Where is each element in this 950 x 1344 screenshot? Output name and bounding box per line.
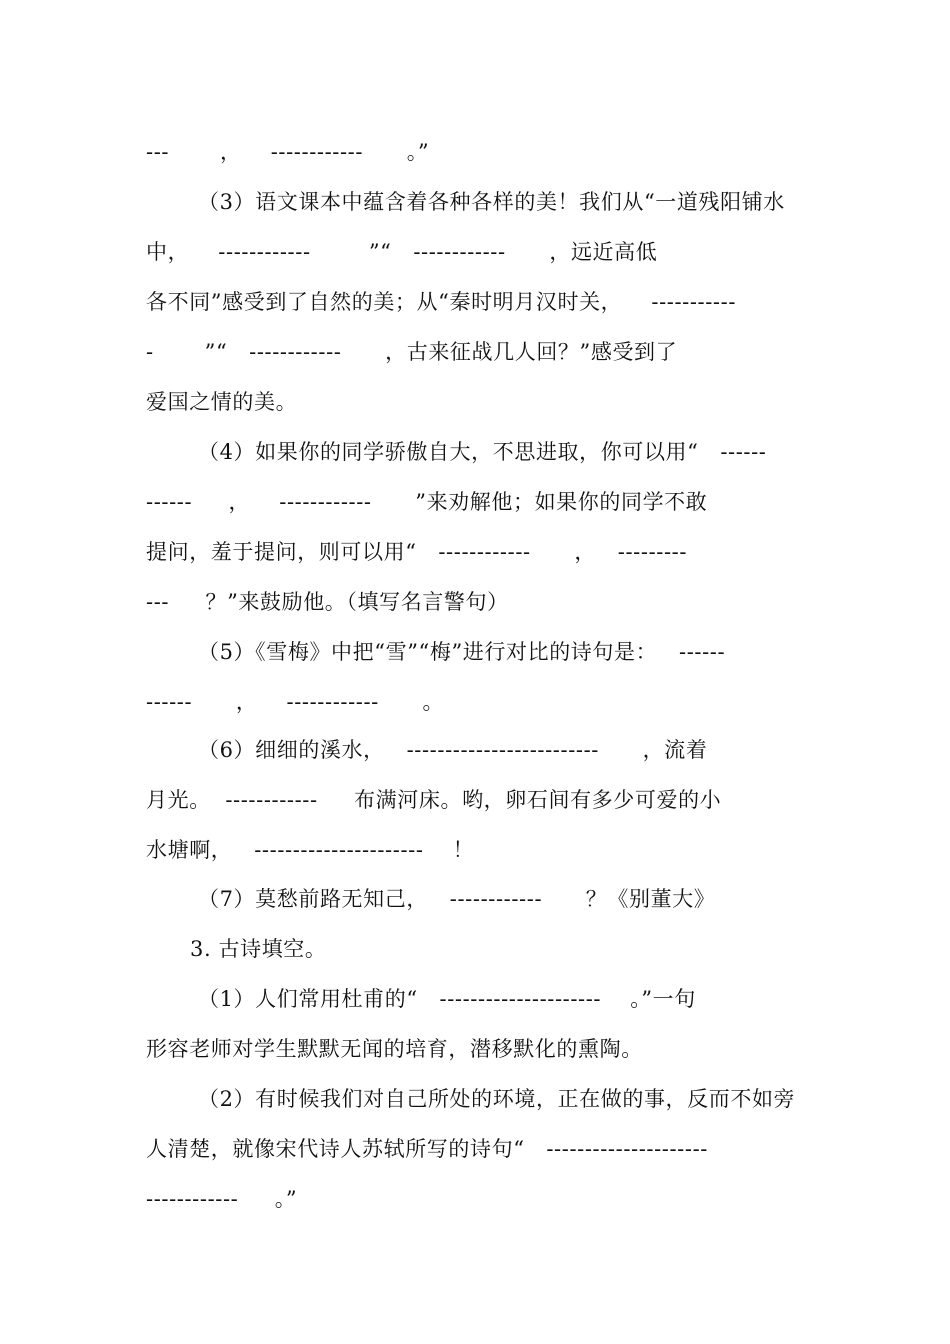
text-line: ------ ， ------------ ”来劝解他；如果你的同学不敢: [146, 490, 708, 514]
text-line: （4）如果你的同学骄傲自大，不思进取，你可以用“ ------: [198, 440, 767, 464]
text-line: 人清楚，就像宋代诗人苏轼所写的诗句“ ---------------------: [146, 1137, 708, 1161]
text-line: --- ， ------------ 。”: [146, 140, 430, 164]
text-line: 提问，羞于提问，则可以用“ ------------ ， ---------: [146, 540, 688, 564]
text-line: ------ ， ------------ 。: [146, 690, 445, 714]
text-line: （6）细细的溪水， ------------------------- ，流着: [198, 738, 708, 762]
section-heading: 3. 古诗填空。: [190, 937, 327, 961]
text-line: - ”“ ------------ ，古来征战几人回？”感受到了: [146, 340, 678, 364]
text-line: --- ？”来鼓励他。（填写名言警句）: [146, 590, 509, 614]
text-line: ------------ 。”: [146, 1187, 298, 1211]
text-line: （5）《雪梅》中把“雪”“梅”进行对比的诗句是： ------: [198, 640, 726, 664]
text-line: （1）人们常用杜甫的“ --------------------- 。”一句: [198, 987, 696, 1011]
text-line: 中， ------------ ”“ ------------ ，远近高低: [146, 240, 658, 264]
text-line: 形容老师对学生默默无闻的培育，潜移默化的熏陶。: [146, 1037, 643, 1061]
text-line: （7）莫愁前路无知己， ------------ ？《别董大》: [198, 887, 716, 911]
text-line: 各不同”感受到了自然的美；从“秦时明月汉时关， -----------: [146, 290, 737, 314]
text-line: 爱国之情的美。: [146, 390, 298, 414]
text-line: （3）语文课本中蕴含着各种各样的美！我们从“一道残阳铺水: [198, 190, 785, 214]
text-line: （2）有时候我们对自己所处的环境，正在做的事，反而不如旁: [198, 1087, 796, 1111]
text-line: 水塘啊， ---------------------- ！: [146, 838, 475, 862]
text-line: 月光。 ------------ 布满河床。哟，卵石间有多少可爱的小: [146, 788, 722, 812]
